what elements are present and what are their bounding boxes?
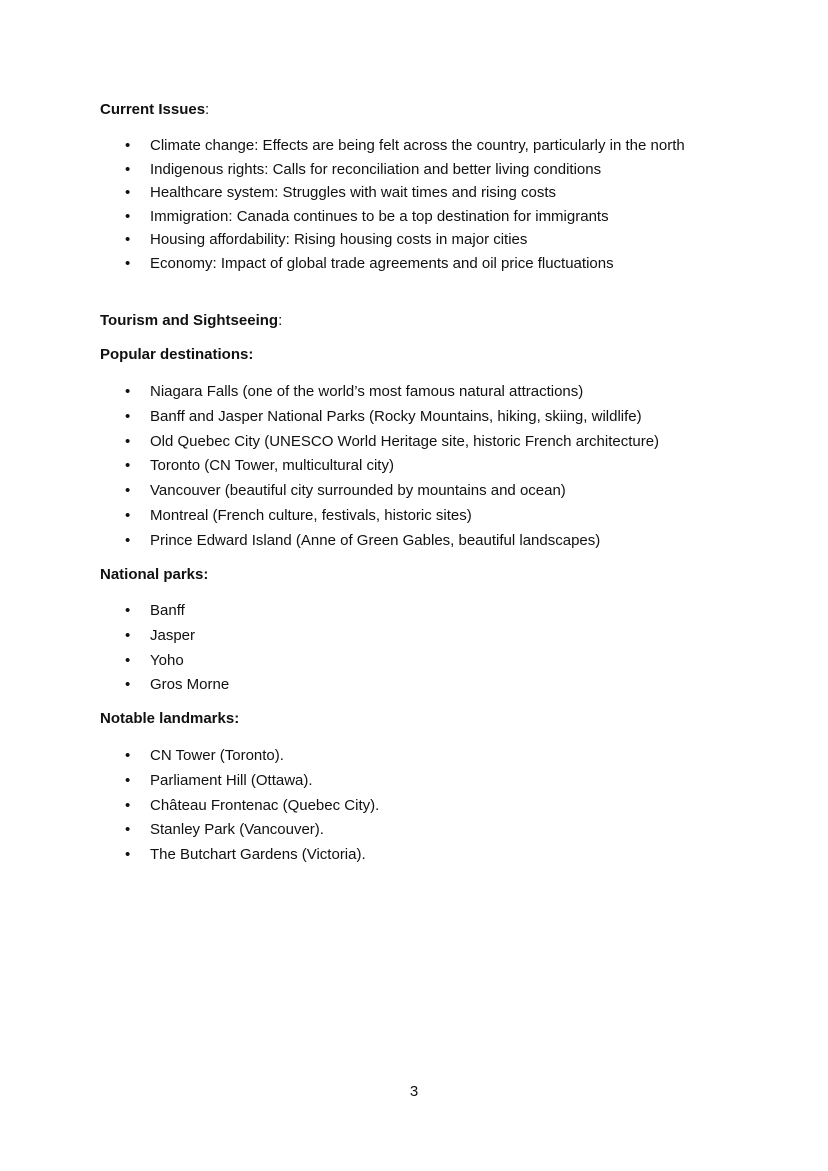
list-item	[0, 794, 379, 819]
list-item	[0, 504, 659, 529]
list-item	[0, 134, 690, 158]
list-item-text: Healthcare system: Struggles with wait times and rising costs	[150, 184, 556, 201]
list-item-text: Banff and Jasper National Parks (Rocky Mountains, hiking, skiing, wildlife)	[150, 407, 642, 425]
bullet-icon: •	[125, 231, 131, 248]
popular-destinations-title: Popular destinations:	[100, 346, 254, 363]
bullet-icon: •	[125, 626, 131, 644]
list-item	[0, 599, 229, 624]
list-item	[0, 228, 690, 252]
list-item-text: Housing affordability: Rising housing costs in major cities	[150, 231, 528, 248]
bullet-icon: •	[125, 651, 131, 669]
current-issues-list	[0, 134, 690, 275]
list-item	[0, 769, 379, 794]
list-item-text: The Butchart Gardens (Victoria).	[150, 846, 366, 864]
national-parks-list	[0, 599, 229, 698]
bullet-icon: •	[125, 184, 131, 201]
bullet-icon: •	[125, 457, 131, 475]
list-item	[0, 673, 229, 698]
page-number: 3	[409, 1083, 419, 1100]
list-item-text: Old Quebec City (UNESCO World Heritage site, historic French architecture)	[150, 432, 660, 450]
bullet-icon: •	[125, 602, 131, 619]
current-issues-colon: :	[205, 101, 210, 118]
list-item	[0, 430, 659, 455]
list-item-text: Montreal (French culture, festivals, historic sites)	[150, 506, 472, 524]
list-item-text: Stanley Park (Vancouver).	[150, 821, 324, 839]
bullet-icon: •	[125, 846, 131, 864]
list-item-text: Jasper	[150, 626, 196, 644]
list-item-text: Parliament Hill (Ottawa).	[150, 771, 313, 789]
list-item	[0, 405, 659, 430]
bullet-icon: •	[125, 676, 131, 694]
bullet-icon: •	[125, 160, 131, 178]
bullet-icon: •	[125, 747, 131, 764]
tourism-heading	[100, 311, 282, 331]
list-item	[0, 454, 659, 479]
popular-destinations-heading	[100, 345, 253, 365]
bullet-icon: •	[125, 254, 131, 272]
notable-landmarks-list	[0, 744, 379, 868]
list-item	[0, 649, 229, 674]
bullet-icon: •	[125, 796, 131, 814]
bullet-icon: •	[125, 531, 131, 549]
notable-landmarks-heading	[100, 709, 239, 729]
list-item	[0, 479, 659, 504]
list-item-text: Banff	[150, 602, 185, 619]
list-item	[0, 380, 659, 405]
list-item-text: Gros Morne	[150, 676, 230, 694]
list-item-text: Prince Edward Island (Anne of Green Gables, beautiful landscapes)	[150, 531, 601, 549]
bullet-icon: •	[125, 383, 131, 400]
tourism-colon: :	[278, 312, 283, 329]
list-item	[0, 205, 690, 229]
list-item-text: Yoho	[150, 651, 184, 669]
list-item	[0, 529, 659, 554]
list-item	[0, 818, 379, 843]
list-item-text: Indigenous rights: Calls for reconciliation and better living conditions	[150, 160, 602, 178]
bullet-icon: •	[125, 771, 131, 789]
bullet-icon: •	[125, 506, 131, 524]
list-item	[0, 624, 229, 649]
bullet-icon: •	[125, 482, 131, 500]
list-item-text: Vancouver (beautiful city surrounded by mountains and ocean)	[150, 482, 566, 500]
national-parks-title: National parks:	[100, 566, 209, 583]
bullet-icon: •	[125, 432, 131, 450]
current-issues-title: Current Issues	[100, 101, 206, 118]
bullet-icon: •	[125, 821, 131, 839]
list-item	[0, 252, 690, 276]
current-issues-heading	[100, 100, 209, 120]
list-item-text: Niagara Falls (one of the world’s most famous natural attractions)	[150, 383, 584, 400]
popular-destinations-list	[0, 380, 659, 554]
list-item	[0, 744, 379, 769]
tourism-title: Tourism and Sightseeing	[100, 312, 279, 329]
notable-landmarks-title: Notable landmarks:	[100, 710, 240, 727]
list-item-text: CN Tower (Toronto).	[150, 747, 284, 764]
national-parks-heading	[100, 565, 208, 585]
bullet-icon: •	[125, 207, 131, 225]
list-item-text: Climate change: Effects are being felt across the country, particularly in the north	[150, 137, 685, 154]
list-item-text: Immigration: Canada continues to be a top destination for immigrants	[150, 207, 609, 225]
bullet-icon: •	[125, 137, 131, 154]
list-item-text: Toronto (CN Tower, multicultural city)	[150, 457, 394, 475]
list-item-text: Economy: Impact of global trade agreements and oil price fluctuations	[150, 254, 614, 272]
list-item-text: Château Frontenac (Quebec City).	[150, 796, 380, 814]
list-item	[0, 181, 690, 205]
list-item	[0, 158, 690, 182]
bullet-icon: •	[125, 407, 131, 425]
list-item	[0, 843, 379, 868]
